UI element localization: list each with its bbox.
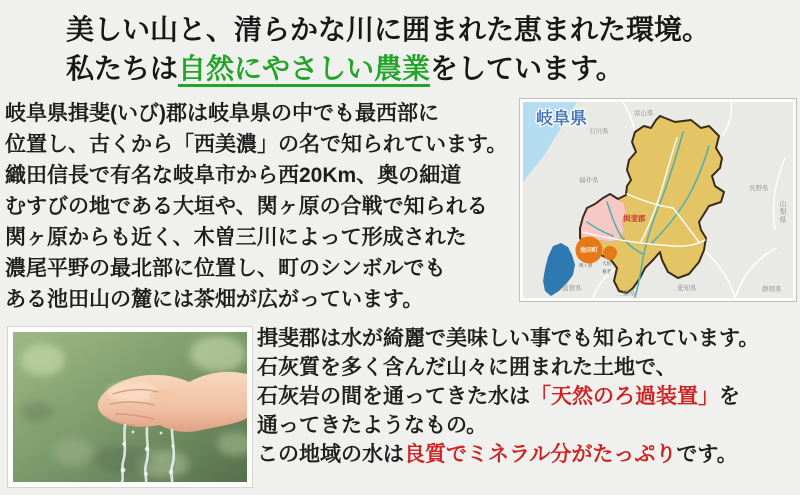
map-label-shizuoka: 静岡県: [762, 286, 782, 293]
intro-line: ある池田山の麓には茶畑が広がっています。: [5, 288, 424, 311]
water-line1: 揖斐郡は水が綺麗で美味しい事でも知られています。: [257, 327, 760, 350]
water-line3: [257, 382, 800, 411]
small-town-marker: [603, 246, 617, 260]
map-title-gifu: 岐阜県: [536, 109, 587, 128]
headline-line2: [66, 49, 786, 88]
headline-green-highlight: 自然にやさしい農業: [178, 53, 430, 87]
map-label-sekigahara: 関ヶ原: [579, 263, 593, 268]
intro-line: むすびの地である大垣や、関ヶ原の合戦で知られる: [5, 195, 488, 218]
ibi-district-shape: [581, 194, 626, 243]
headline-line1: 美しい山と、清らかな川に囲まれた恵まれた環境。: [66, 14, 711, 45]
water-line5: [257, 440, 800, 469]
map-label-nagano: 長野県: [749, 185, 769, 192]
intro-paragraph: [5, 98, 520, 315]
map-label-toyama: 富山県: [634, 110, 654, 117]
water-red-highlight-mineral: 良質でミネラル分がたっぷり: [404, 443, 677, 466]
water-red-highlight-filter: 「天然のろ過装置」: [530, 385, 719, 408]
intro-line: 織田信長で有名な岐阜市から西20Km、奥の細道: [5, 164, 462, 187]
ikeda-town-label: 池田町: [579, 248, 599, 254]
map-label-yamanashi: 山梨県: [779, 200, 786, 224]
map-label-aichi: 愛知県: [677, 285, 697, 292]
map-label-mie: 三重県: [616, 290, 636, 297]
water-line2: 石灰質を多く含んだ山々に囲まれた土地で、: [257, 356, 677, 379]
gifu-map: [520, 99, 796, 301]
water-line3-prefix: 石灰岩の間を通ってきた水は: [257, 385, 530, 408]
water-line5-prefix: この地域の水は: [257, 443, 404, 466]
water-line3-suffix: を: [719, 385, 740, 408]
ibi-district-label: 揖斐郡: [623, 214, 646, 223]
intro-line: 岐阜県揖斐(いび)郡は岐阜県の中でも最西部に: [5, 102, 439, 125]
intro-line: 関ヶ原からも近く、木曽三川によって形成された: [5, 226, 467, 249]
water-paragraph: [257, 324, 800, 469]
headline: [66, 10, 786, 88]
map-label-ogaki: 大垣: [602, 261, 611, 266]
intro-line: 濃尾平野の最北部に位置し、町のシンボルでも: [5, 257, 446, 280]
water-line4: 通ってきたようなもの。: [257, 414, 488, 437]
headline-line2-suffix: をしています。: [430, 53, 624, 84]
map-label-ishikawa: 石川県: [589, 128, 609, 135]
headline-line2-prefix: 私たちは: [66, 53, 179, 84]
water-line5-suffix: です。: [676, 443, 738, 466]
gifu-map-image: [523, 102, 793, 298]
intro-line: 位置し、古くから「西美濃」の名で知られています。: [5, 133, 508, 156]
water-hands-photo: [8, 327, 252, 487]
map-label-fukui: 福井県: [579, 177, 599, 184]
map-label-shiga: 滋賀県: [562, 285, 582, 292]
water-hands-illustration: [13, 332, 247, 482]
map-label-yoro: 養老: [602, 269, 611, 274]
